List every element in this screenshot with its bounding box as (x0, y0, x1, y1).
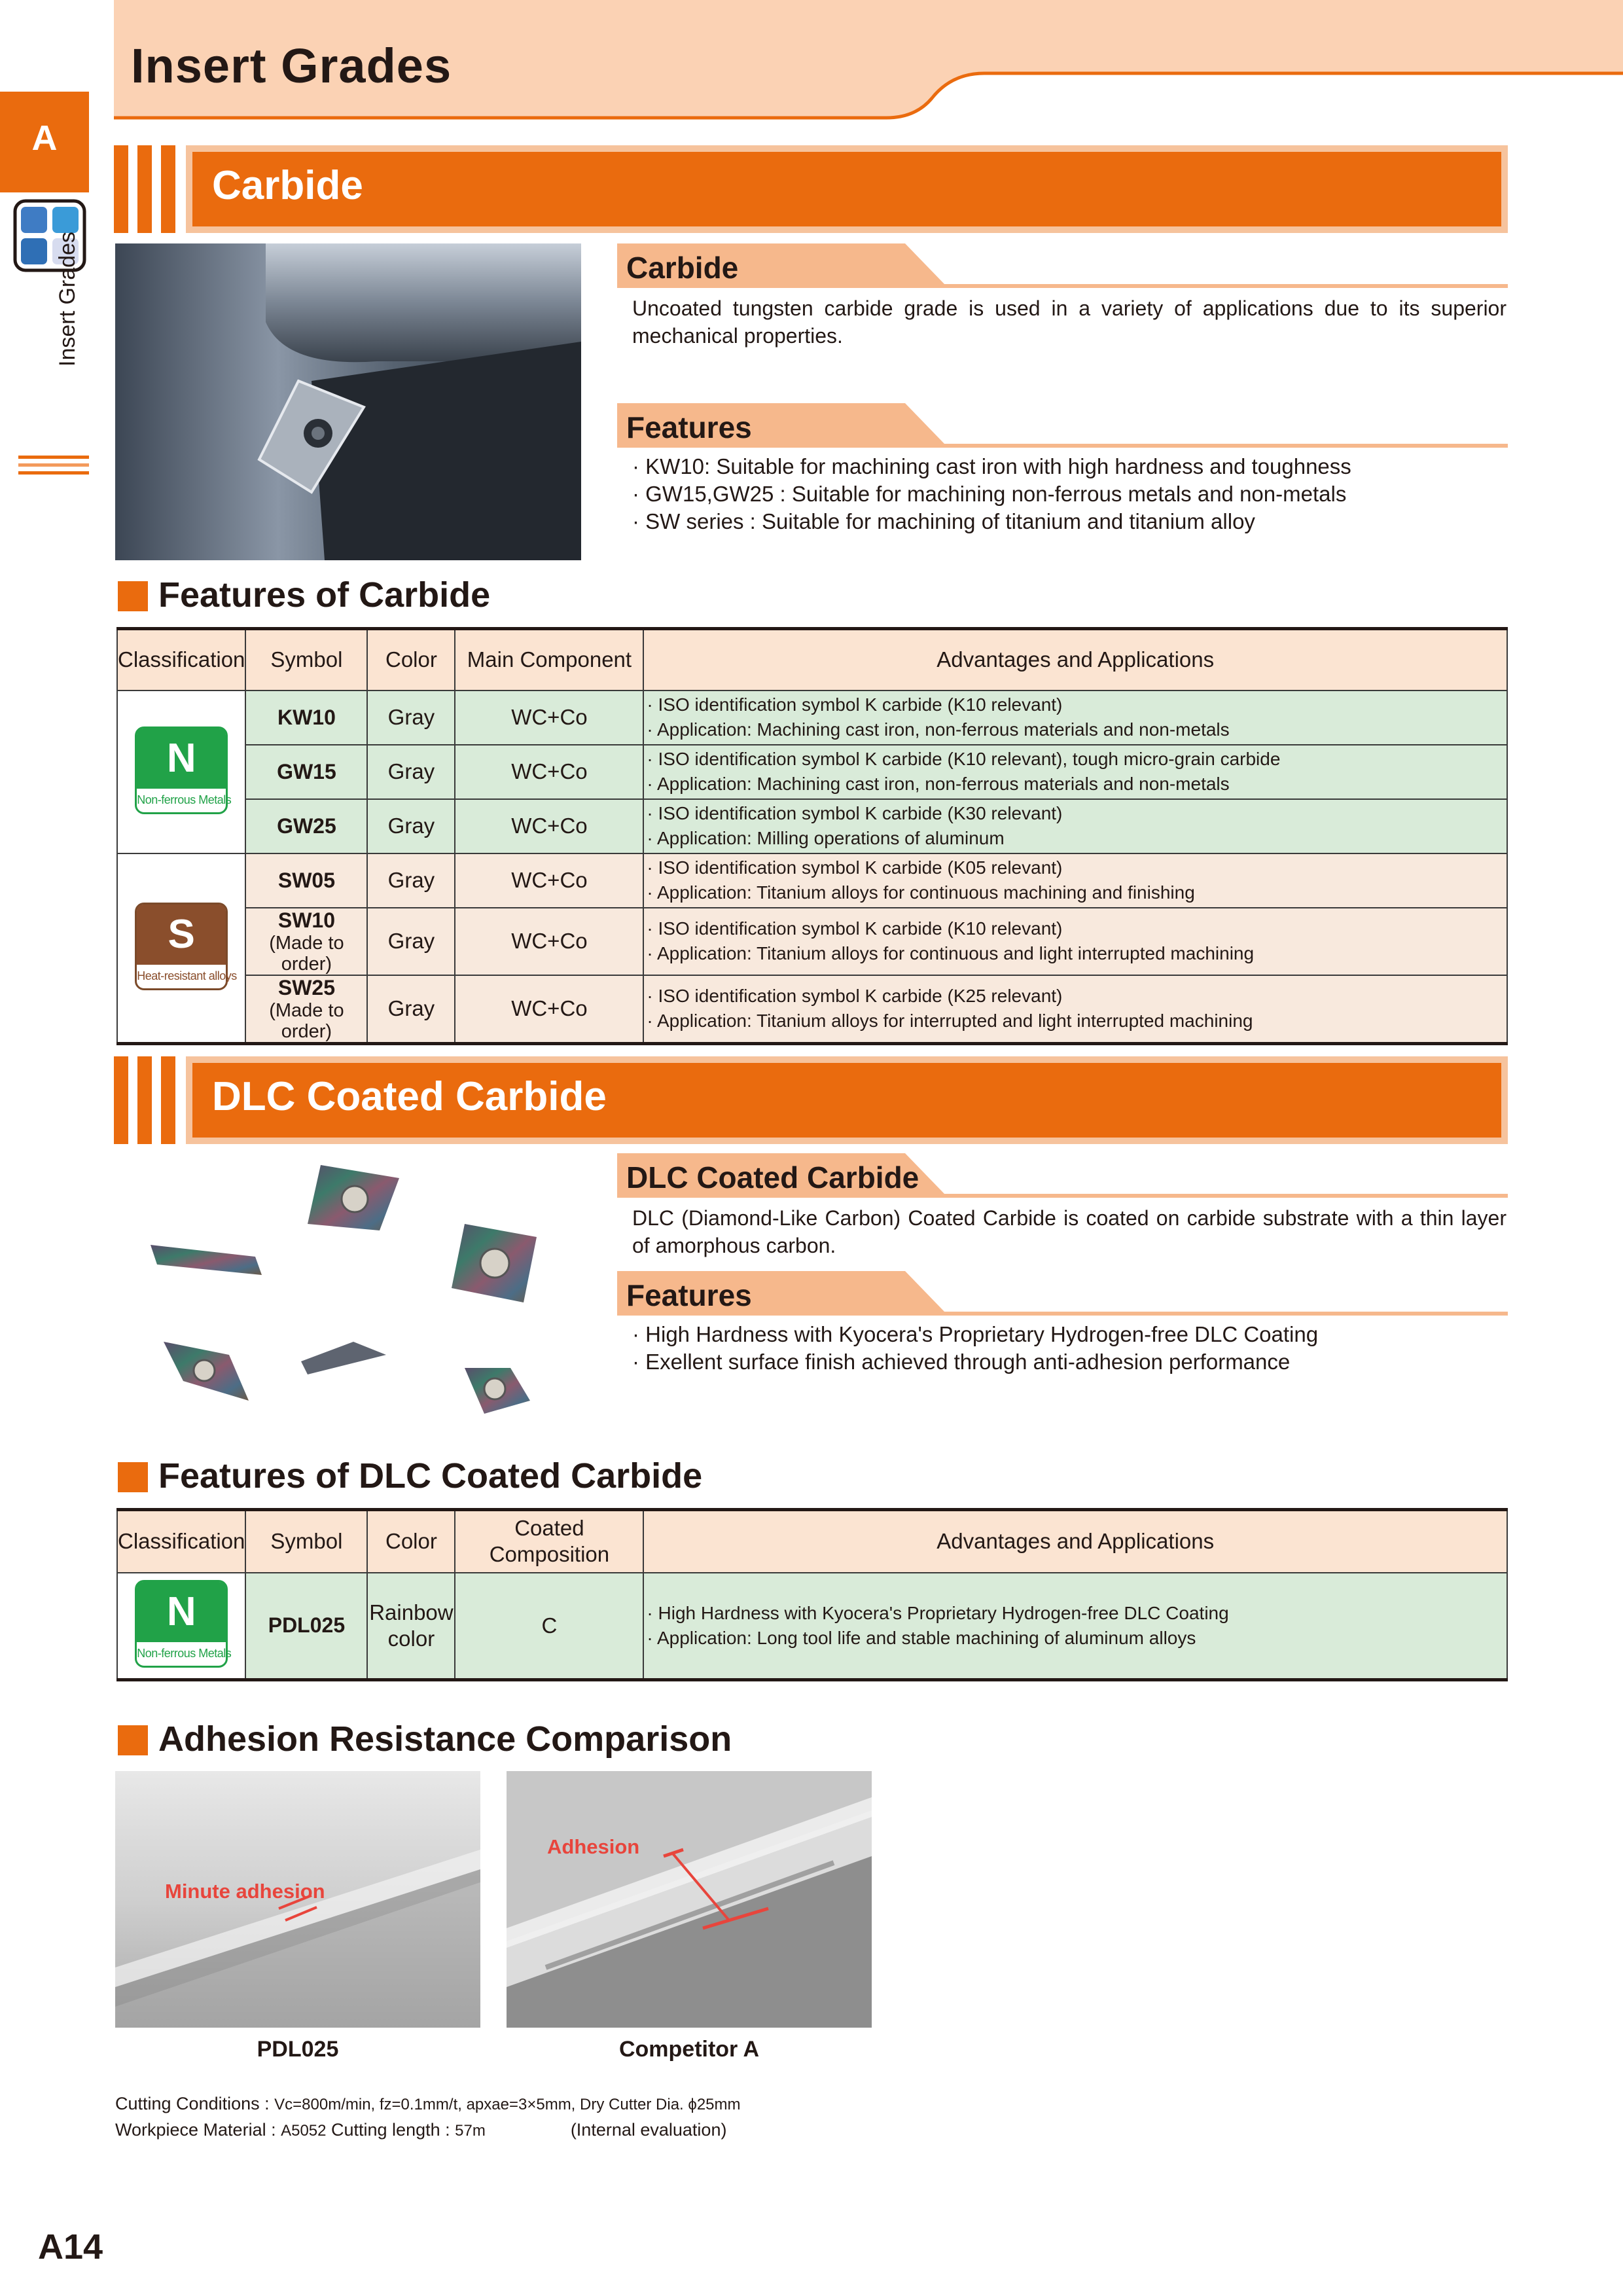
advantages-cell: · ISO identification symbol K carbide (K10 relevant) · Application: Titanium alloys for continuous and light interrupted machining (643, 908, 1507, 975)
carbide-table-heading: Features of Carbide (158, 575, 491, 615)
feature-item: · SW series : Suitable for machining of titanium and titanium alloy (632, 509, 1255, 533)
carbide-tool-photo (115, 243, 581, 560)
advantages-cell: · ISO identification symbol K carbide (K25 relevant) · Application: Titanium alloys for interrupted and light interrupted machining (643, 975, 1507, 1044)
component-cell: WC+Co (455, 799, 643, 853)
feature-item: · Exellent surface finish achieved through anti-adhesion performance (632, 1350, 1291, 1374)
dlc-inserts-photo (131, 1152, 602, 1440)
side-tab-label: Insert Grades (55, 232, 80, 367)
table-row (117, 799, 1507, 853)
advantages-cell: · ISO identification symbol K carbide (K10 relevant), tough micro-grain carbide · Application: Machining cast iron, non-ferrous materials and non-metals (643, 745, 1507, 799)
component-cell: WC+Co (455, 908, 643, 975)
table-row (117, 1573, 1507, 1680)
classification-cell (117, 691, 245, 853)
carbide-table (116, 627, 1508, 1045)
minute-adhesion-label: Minute adhesion (165, 1880, 325, 1903)
advantages-cell: · ISO identification symbol K carbide (K05 relevant) · Application: Titanium alloys for continuous machining and finishing (643, 853, 1507, 908)
dlc-features-list (632, 1321, 1318, 1376)
side-divider (18, 456, 89, 459)
composition-cell: C (455, 1573, 643, 1680)
component-cell: WC+Co (455, 975, 643, 1044)
table-header: Coated Composition (455, 1510, 643, 1573)
dlc-table (116, 1508, 1508, 1681)
color-cell: Gray (367, 975, 455, 1044)
table-header: Classification (117, 1510, 245, 1573)
dlc-features-heading: Features (617, 1271, 1508, 1318)
cutting-conditions-note: Cutting Conditions : Vc=800m/min, fz=0.1mm/t, apxae=3×5mm, Dry Cutter Dia. ϕ25mm (115, 2094, 741, 2113)
color-cell: Rainbow color (367, 1573, 455, 1680)
table-header: Advantages and Applications (643, 1510, 1507, 1573)
symbol-cell: GW25 (245, 799, 367, 853)
dlc-banner (114, 1056, 1508, 1144)
table-row (117, 908, 1507, 975)
table-header: Symbol (245, 629, 367, 691)
carbide-intro-heading: Carbide (617, 243, 1508, 291)
advantages-cell: · High Hardness with Kyocera's Proprietary Hydrogen-free DLC Coating · Application: Long tool life and stable machining of aluminum alloys (643, 1573, 1507, 1680)
component-cell: WC+Co (455, 745, 643, 799)
non-ferrous-badge: N Non-ferrous Metals (135, 1580, 228, 1668)
symbol-cell: SW05 (245, 853, 367, 908)
color-cell: Gray (367, 908, 455, 975)
page-number: A14 (38, 2227, 103, 2267)
component-cell: WC+Co (455, 691, 643, 745)
carbide-banner (114, 145, 1508, 233)
table-header: Symbol (245, 1510, 367, 1573)
dlc-intro-heading: DLC Coated Carbide (617, 1153, 1508, 1200)
table-header: Classification (117, 629, 245, 691)
carbide-intro-text: Uncoated tungsten carbide grade is used in a variety of applications due to its superior mechanical properties. (632, 296, 1507, 348)
non-ferrous-badge: N Non-ferrous Metals (135, 726, 228, 814)
carbide-banner-title: Carbide (212, 163, 363, 208)
carbide-features-list (632, 453, 1351, 535)
symbol-cell: GW15 (245, 745, 367, 799)
color-cell: Gray (367, 853, 455, 908)
classification-cell (117, 853, 245, 1044)
workpiece-material-note: Workpiece Material : A5052 Cutting length : 57m (Internal evaluation) (115, 2120, 727, 2140)
section-bullet (118, 1462, 148, 1492)
dlc-banner-title: DLC Coated Carbide (212, 1074, 607, 1119)
feature-item: · High Hardness with Kyocera's Proprietary Hydrogen-free DLC Coating (632, 1322, 1319, 1346)
adhesion-label: Adhesion (547, 1835, 640, 1858)
adhesion-heading: Adhesion Resistance Comparison (158, 1719, 732, 1759)
table-header: Main Component (455, 629, 643, 691)
carbide-features-heading: Features (617, 403, 1508, 450)
dlc-intro-text: DLC (Diamond-Like Carbon) Coated Carbide is coated on carbide substrate with a thin layer of amorphous carbon. (632, 1206, 1507, 1257)
dlc-table-heading: Features of DLC Coated Carbide (158, 1456, 703, 1496)
heat-resistant-badge: S Heat-resistant alloys (135, 903, 228, 990)
advantages-cell: · ISO identification symbol K carbide (K30 relevant) · Application: Milling operations of aluminum (643, 799, 1507, 853)
table-header: Color (367, 629, 455, 691)
feature-item: · GW15,GW25 : Suitable for machining non-ferrous metals and non-metals (632, 482, 1347, 506)
table-row (117, 975, 1507, 1044)
side-divider (18, 471, 89, 475)
side-tab-letter: A (31, 118, 58, 158)
side-divider (18, 463, 89, 467)
feature-item: · KW10: Suitable for machining cast iron with high hardness and toughness (632, 454, 1351, 478)
competitor-surface-photo (507, 1771, 872, 2028)
table-header: Advantages and Applications (643, 629, 1507, 691)
color-cell: Gray (367, 799, 455, 853)
page-title: Insert Grades (131, 39, 452, 93)
section-bullet (118, 581, 148, 611)
symbol-cell: KW10 (245, 691, 367, 745)
table-row (117, 745, 1507, 799)
table-row (117, 691, 1507, 745)
symbol-cell: SW10 (Made to order) (245, 908, 367, 975)
section-bullet (118, 1725, 148, 1755)
color-cell: Gray (367, 745, 455, 799)
component-cell: WC+Co (455, 853, 643, 908)
symbol-cell: SW25 (Made to order) (245, 975, 367, 1044)
advantages-cell: · ISO identification symbol K carbide (K10 relevant) · Application: Machining cast iron, non-ferrous materials and non-metals (643, 691, 1507, 745)
pdl025-caption: PDL025 (257, 2037, 339, 2062)
table-header: Color (367, 1510, 455, 1573)
symbol-cell: PDL025 (245, 1573, 367, 1680)
color-cell: Gray (367, 691, 455, 745)
classification-cell (117, 1573, 245, 1680)
competitor-caption: Competitor A (618, 2037, 760, 2062)
table-row (117, 853, 1507, 908)
